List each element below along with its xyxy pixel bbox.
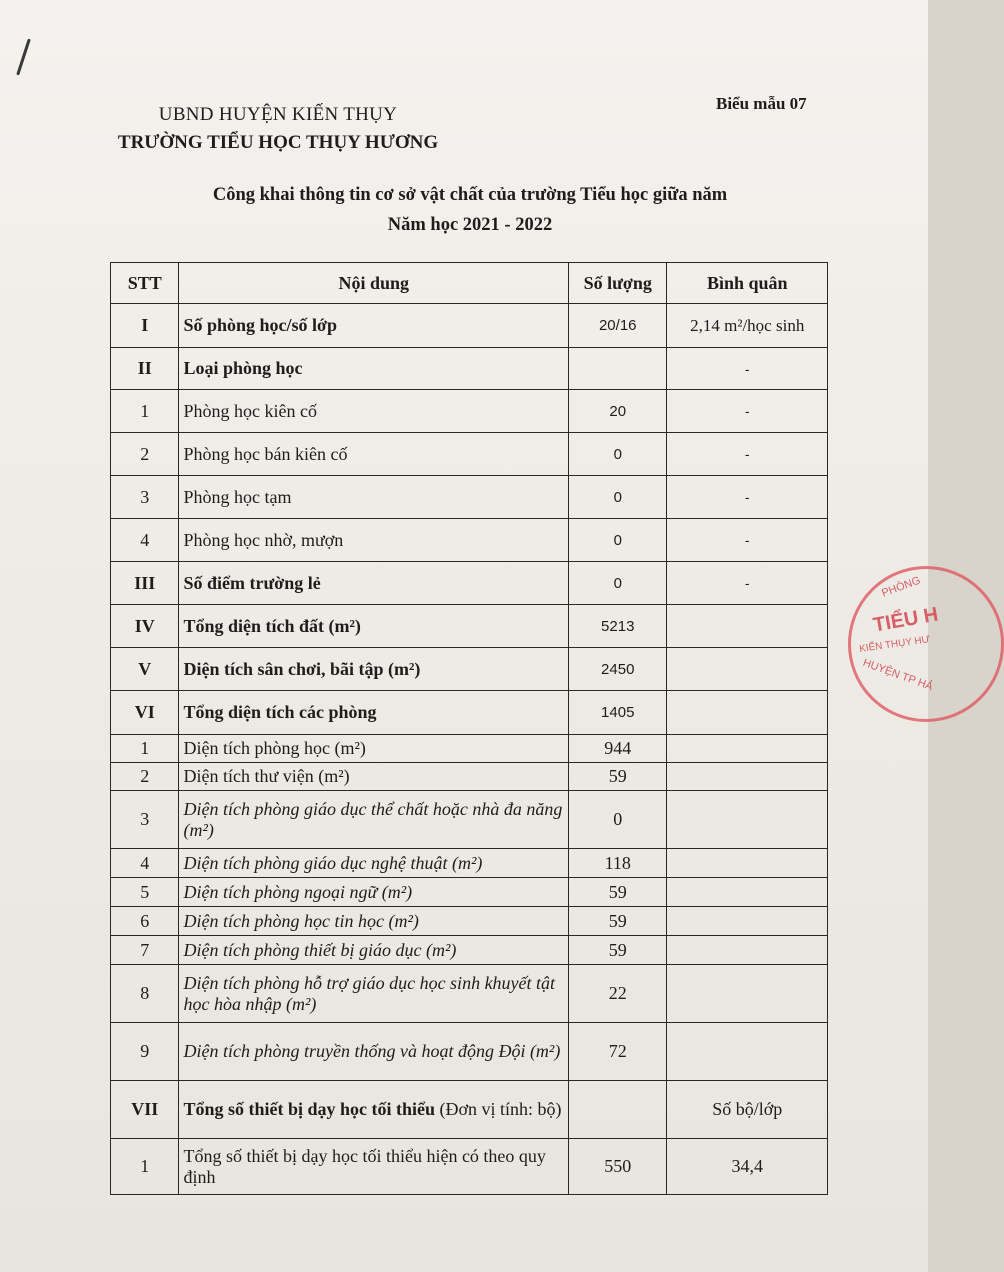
row-average <box>667 691 828 735</box>
stamp-text-1: PHÒNG <box>880 574 923 600</box>
row-quantity <box>569 1081 667 1139</box>
table-row <box>111 519 828 562</box>
row-content: Tổng diện tích các phòng <box>179 691 569 735</box>
row-content: Số điểm trường lẻ <box>179 562 569 605</box>
row-stt: IV <box>111 605 179 648</box>
row-quantity: 0 <box>569 562 667 605</box>
row-stt: 5 <box>111 878 179 907</box>
row-average: - <box>667 476 828 519</box>
table-row <box>111 965 828 1023</box>
row-content: Diện tích phòng hỗ trợ giáo dục học sinh khuyết tật học hòa nhập (m²) <box>179 965 569 1023</box>
row-stt: 4 <box>111 519 179 562</box>
row-quantity: 0 <box>569 433 667 476</box>
row-content: Phòng học nhờ, mượn <box>179 519 569 562</box>
row-average: - <box>667 562 828 605</box>
row-stt: 6 <box>111 907 179 936</box>
row-quantity: 550 <box>569 1139 667 1195</box>
row-average: - <box>667 519 828 562</box>
row-quantity: 59 <box>569 763 667 791</box>
table-row <box>111 433 828 476</box>
row-quantity: 0 <box>569 519 667 562</box>
row-average <box>667 605 828 648</box>
row-quantity: 5213 <box>569 605 667 648</box>
row-quantity: 944 <box>569 735 667 763</box>
row-content: Phòng học bán kiên cố <box>179 433 569 476</box>
row-stt: 3 <box>111 791 179 849</box>
table-row <box>111 1081 828 1139</box>
row-average <box>667 735 828 763</box>
row-stt: 2 <box>111 433 179 476</box>
row-quantity <box>569 348 667 390</box>
row-average: - <box>667 433 828 476</box>
row-stt: III <box>111 562 179 605</box>
table-row <box>111 390 828 433</box>
header-content: Nội dung <box>179 263 569 304</box>
row-average: 2,14 m²/học sinh <box>667 304 828 348</box>
row-quantity: 59 <box>569 907 667 936</box>
row-quantity: 72 <box>569 1023 667 1081</box>
row-quantity: 59 <box>569 878 667 907</box>
table-row <box>111 1023 828 1081</box>
row-stt: 1 <box>111 1139 179 1195</box>
row-stt: 3 <box>111 476 179 519</box>
row-content: Diện tích phòng ngoại ngữ (m²) <box>179 878 569 907</box>
row-stt: VI <box>111 691 179 735</box>
row-content: Diện tích phòng giáo dục thể chất hoặc nhà đa năng (m²) <box>179 791 569 849</box>
table-row <box>111 605 828 648</box>
row-content-bold: Tổng số thiết bị dạy học tối thiểu <box>183 1099 436 1119</box>
row-average <box>667 763 828 791</box>
row-content: Tổng diện tích đất (m²) <box>179 605 569 648</box>
row-content: Diện tích phòng giáo dục nghệ thuật (m²) <box>179 849 569 878</box>
row-quantity: 20/16 <box>569 304 667 348</box>
row-average <box>667 849 828 878</box>
table-row <box>111 791 828 849</box>
table-row <box>111 648 828 691</box>
row-content: Loại phòng học <box>179 348 569 390</box>
row-stt: 2 <box>111 763 179 791</box>
row-stt: II <box>111 348 179 390</box>
table-row <box>111 562 828 605</box>
row-content: Diện tích sân chơi, bãi tập (m²) <box>179 648 569 691</box>
row-average <box>667 907 828 936</box>
document-title <box>140 180 800 240</box>
header-left <box>108 104 448 154</box>
row-quantity: 1405 <box>569 691 667 735</box>
table-row <box>111 849 828 878</box>
table-row <box>111 348 828 390</box>
table-row <box>111 763 828 791</box>
row-quantity: 0 <box>569 791 667 849</box>
stamp-text-3: KIẾN THỤY HƯ <box>858 634 931 655</box>
row-average: 34,4 <box>667 1139 828 1195</box>
school-stamp <box>848 566 1004 722</box>
form-number: Biểu mẫu 07 <box>716 94 807 113</box>
row-content: Phòng học kiên cố <box>179 390 569 433</box>
title-line-2: Năm học 2021 - 2022 <box>387 215 553 235</box>
table-row <box>111 907 828 936</box>
table-row <box>111 304 828 348</box>
table-row <box>111 691 828 735</box>
row-stt: 1 <box>111 735 179 763</box>
row-stt: VII <box>111 1081 179 1139</box>
header-average: Bình quân <box>667 263 828 304</box>
row-average: - <box>667 390 828 433</box>
facilities-table <box>110 262 828 1195</box>
row-content: Diện tích phòng học tin học (m²) <box>179 907 569 936</box>
row-stt: 7 <box>111 936 179 965</box>
row-content: Diện tích phòng học (m²) <box>179 735 569 763</box>
title-line-1: Công khai thông tin cơ sở vật chất của trường Tiểu học giữa năm <box>212 185 728 205</box>
stamp-text-2: TIỂU H <box>871 603 940 637</box>
table-row <box>111 735 828 763</box>
row-stt: 8 <box>111 965 179 1023</box>
row-average <box>667 791 828 849</box>
row-stt: V <box>111 648 179 691</box>
row-stt: 1 <box>111 390 179 433</box>
row-quantity: 20 <box>569 390 667 433</box>
school-name: TRƯỜNG TIỂU HỌC THỤY HƯƠNG <box>117 132 439 153</box>
row-quantity: 22 <box>569 965 667 1023</box>
stamp-text-4: HUYỆN TP HẢ <box>861 656 935 694</box>
table-row <box>111 936 828 965</box>
header-quantity: Số lượng <box>569 263 667 304</box>
row-average <box>667 936 828 965</box>
row-quantity: 0 <box>569 476 667 519</box>
table-row <box>111 1139 828 1195</box>
header-stt: STT <box>111 263 179 304</box>
row-content: Diện tích thư viện (m²) <box>179 763 569 791</box>
row-average <box>667 965 828 1023</box>
row-content: Diện tích phòng thiết bị giáo dục (m²) <box>179 936 569 965</box>
row-stt: 4 <box>111 849 179 878</box>
table-header-row <box>111 263 828 304</box>
row-average: Số bộ/lớp <box>667 1081 828 1139</box>
row-quantity: 2450 <box>569 648 667 691</box>
row-content: Số phòng học/số lớp <box>179 304 569 348</box>
row-average <box>667 878 828 907</box>
pen-mark <box>16 38 31 75</box>
row-content: Tổng số thiết bị dạy học tối thiểu hiện có theo quy định <box>179 1139 569 1195</box>
row-average <box>667 648 828 691</box>
row-content-rest: (Đơn vị tính: bộ) <box>435 1099 562 1119</box>
table-row <box>111 476 828 519</box>
agency-name: UBND HUYỆN KIẾN THỤY <box>158 104 398 125</box>
row-quantity: 118 <box>569 849 667 878</box>
table-row <box>111 878 828 907</box>
row-content: Phòng học tạm <box>179 476 569 519</box>
row-quantity: 59 <box>569 936 667 965</box>
row-average: - <box>667 348 828 390</box>
row-content <box>179 1081 569 1139</box>
row-stt: I <box>111 304 179 348</box>
row-average <box>667 1023 828 1081</box>
row-content: Diện tích phòng truyền thống và hoạt động Đội (m²) <box>179 1023 569 1081</box>
row-stt: 9 <box>111 1023 179 1081</box>
